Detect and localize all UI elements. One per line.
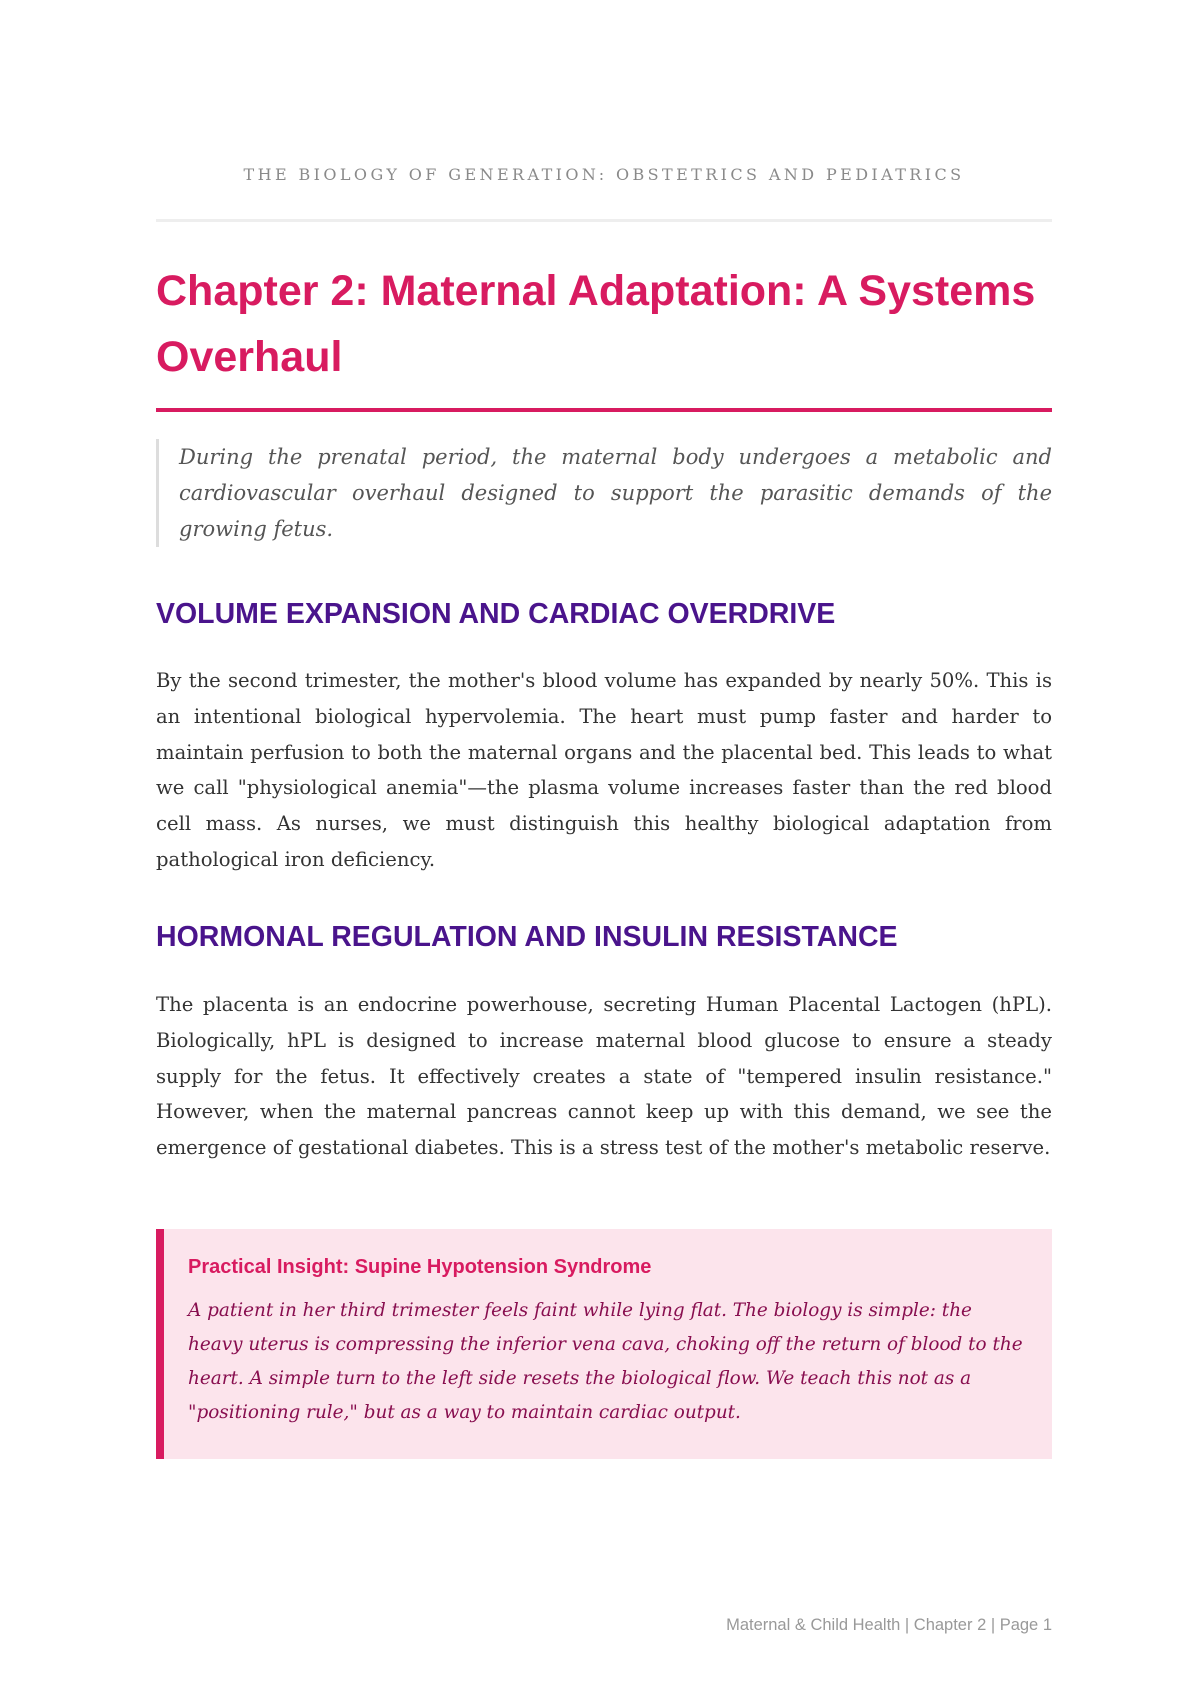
title-divider xyxy=(156,408,1052,412)
section-heading-hormonal-regulation: HORMONAL REGULATION AND INSULIN RESISTANCE xyxy=(156,921,898,953)
chapter-title: Chapter 2: Maternal Adaptation: A Systems Overhaul xyxy=(156,267,1036,381)
page-footer: Maternal & Child Health | Chapter 2 | Page 1 xyxy=(726,1616,1052,1634)
header-divider xyxy=(156,219,1052,222)
document-page xyxy=(156,0,1052,1696)
practical-insight-callout xyxy=(156,1229,1052,1459)
section-heading-volume-expansion: VOLUME EXPANSION AND CARDIAC OVERDRIVE xyxy=(156,598,836,630)
callout-title: Practical Insight: Supine Hypotension Syndrome xyxy=(188,1256,652,1278)
chapter-lead-quote: During the prenatal period, the maternal body undergoes a metabolic and cardiovascular overhaul designed to support the parasitic demands of the growing fetus. xyxy=(156,439,1052,547)
callout-text: A patient in her third trimester feels faint while lying flat. The biology is simple: the heavy uterus is compressing the inferior vena cava, choking off the return of blood to the heart. A simple turn to the left side resets the biological flow. We teach this not as a "positioning rule," but as a way to maintain cardiac output. xyxy=(188,1300,1023,1423)
running-header: THE BIOLOGY OF GENERATION: OBSTETRICS AND PEDIATRICS xyxy=(243,165,965,184)
section-body-volume-expansion: By the second trimester, the mother's blood volume has expanded by nearly 50%. This is an intentional biological hypervolemia. The heart must pump faster and harder to maintain perfusion to both the maternal organs and the placental bed. This leads to what we call "physiological anemia"—the plasma volume increases faster than the red blood cell mass. As nurses, we must distinguish this healthy biological adaptation from pathological iron deficiency. xyxy=(156,669,1052,871)
section-body-hormonal-regulation: The placenta is an endocrine powerhouse, secreting Human Placental Lactogen (hPL). Biologically, hPL is designed to increase maternal blood glucose to ensure a steady supply for the fetus. It effectively creates a state of "tempered insulin resistance." However, when the maternal pancreas cannot keep up with this demand, we see the emergence of gestational diabetes. This is a stress test of the mother's metabolic reserve. xyxy=(156,993,1052,1160)
